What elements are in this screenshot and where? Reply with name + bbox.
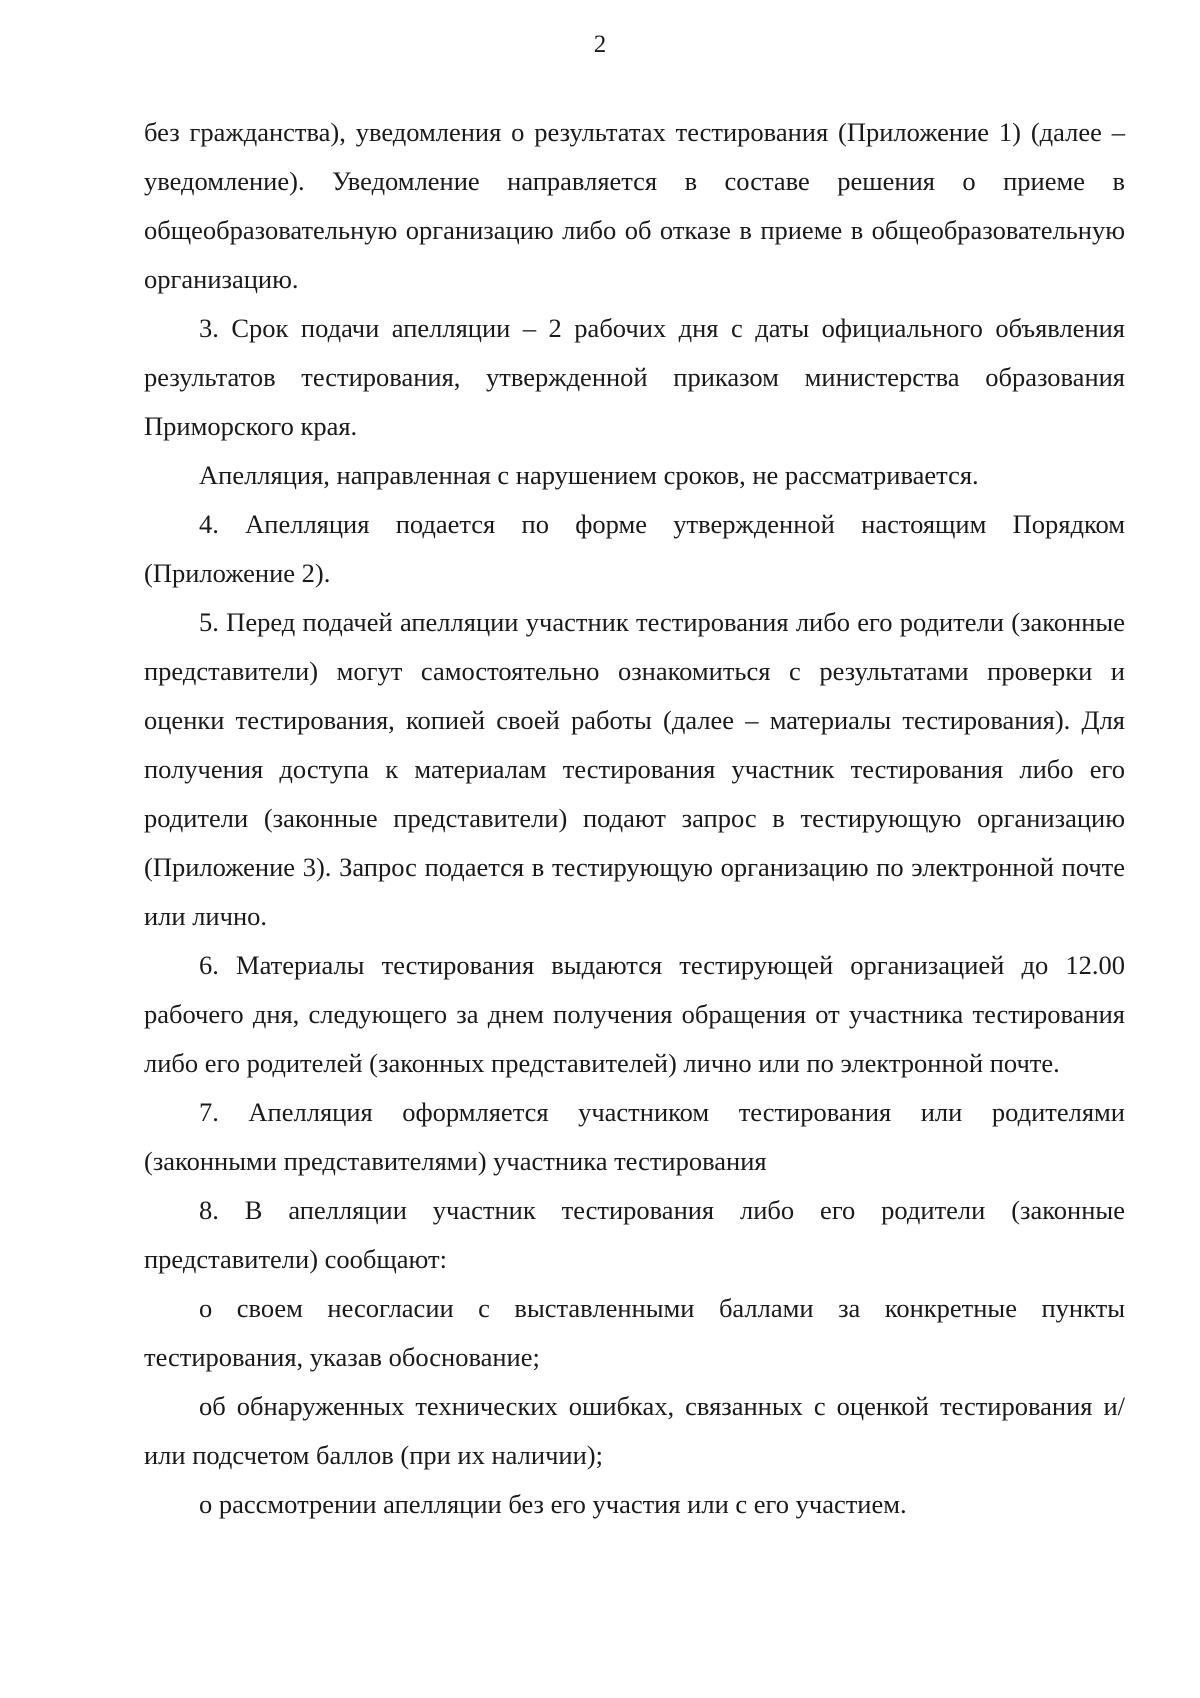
- paragraph-intro-continuation: без гражданства), уведомления о результатах тестирования (Приложение 1) (далее – уведомление). Уведомление направляется в составе решения о приеме в общеобразовательную организацию либо об отказе в приеме в общеобразовательную организацию.: [144, 117, 1125, 294]
- paragraph-item-8: 8. В апелляции участник тестирования либо его родители (законные представители) сообщают:: [144, 1195, 1125, 1274]
- page-number: 2: [593, 31, 607, 58]
- paragraph-item-5: 5. Перед подачей апелляции участник тестирования либо его родители (законные представители) могут самостоятельно ознакомиться с результатами проверки и оценки тестирования, копией своей работы (далее – материалы тестирования). Для получения доступа к материалам тестирования участник тестирования либо его родители (законные представители) подают запрос в тестирующую организацию (Приложение 3). Запрос подается в тестирующую организацию по электронной почте или лично.: [144, 607, 1125, 931]
- paragraph-item-3: 3. Срок подачи апелляции – 2 рабочих дня с даты официального объявления результатов тестирования, утвержденной приказом министерства образования Приморского края.: [144, 313, 1125, 441]
- paragraph-item-8-participation: о рассмотрении апелляции без его участия или с его участием.: [199, 1489, 907, 1519]
- paragraph-item-7: 7. Апелляция оформляется участником тестирования или родителями (законными представителями) участника тестирования: [144, 1097, 1125, 1176]
- paragraph-item-8-technical-errors: об обнаруженных технических ошибках, связанных с оценкой тестирования и/или подсчетом баллов (при их наличии);: [144, 1391, 1125, 1470]
- document-body: [144, 108, 1125, 1529]
- paragraph-late-appeal: Апелляция, направленная с нарушением сроков, не рассматривается.: [199, 460, 979, 490]
- paragraph-item-6: 6. Материалы тестирования выдаются тестирующей организацией до 12.00 рабочего дня, следующего за днем получения обращения от участника тестирования либо его родителей (законных представителей) лично или по электронной почте.: [144, 950, 1125, 1078]
- paragraph-item-4: 4. Апелляция подается по форме утвержденной настоящим Порядком (Приложение 2).: [144, 509, 1125, 588]
- paragraph-item-8-disagreement: о своем несогласии с выставленными баллами за конкретные пункты тестирования, указав обоснование;: [144, 1293, 1125, 1372]
